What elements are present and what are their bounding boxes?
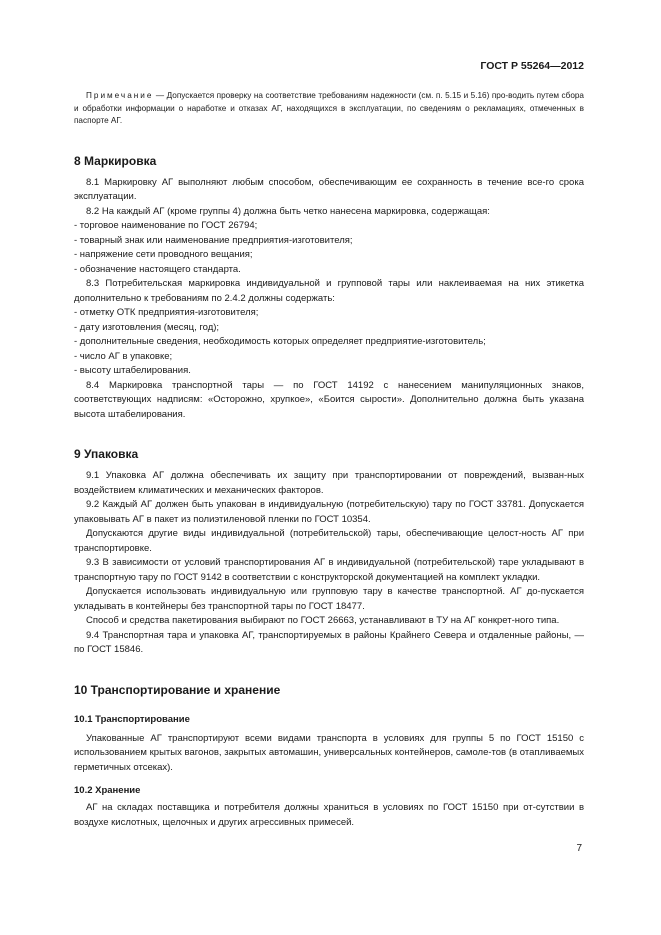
paragraph-8-3: 8.3 Потребительская маркировка индивидуальной и групповой тары или наклеиваемая на них этикетка дополнительно к требованиям по 2.4.2 должны содержать:	[74, 278, 584, 304]
list-item: - отметку ОТК предприятия-изготовителя;	[74, 307, 259, 318]
list-item: - число АГ в упаковке;	[74, 350, 173, 362]
marking-list	[74, 219, 584, 277]
list-item: - напряжение сети проводного вещания;	[74, 249, 253, 260]
paragraph-10-1: Упакованные АГ транспортируют всеми видами транспорта в условиях для группы 5 по ГОСТ 15150 с использованием крытых вагонов, закрытых автомашин, универсальных контейнеров, самоле-тов (в отапливаемых герметичных отсеках).	[74, 732, 584, 773]
paragraph-8-2: 8.2 На каждый АГ (кроме группы 4) должна быть четко нанесена маркировка, содержащая:	[86, 205, 490, 217]
paragraph-8-4: 8.4 Маркировка транспортной тары — по ГОСТ 14192 с нанесением манипуляционных знаков, соответствующих надписям: «Осторожно, хрупкое», «Боится сырости». Дополнительно должна быть указана высота штабелирования.	[74, 379, 584, 420]
page-number: 7	[576, 843, 582, 854]
subsection-10-1-heading: 10.1 Транспортирование	[74, 713, 190, 725]
note-text: — Допускается проверку на соответствие требованиям надежности (см. п. 5.15 и 5.16) про-водить путем сбора и обработки информации о наработке и отказах АГ, находящихся в эксплуатации, по сведениям о рекламациях, отмеченных в паспорте АГ.	[74, 91, 584, 125]
paragraph-8-1: 8.1 Маркировку АГ выполняют любым способом, обеспечивающим ее сохранность в течение все-го срока эксплуатации.	[74, 176, 584, 202]
page-content	[74, 90, 584, 830]
paragraph-9-2-b: Допускаются другие виды индивидуальной (потребительской) тары, обеспечивающие целост-ность АГ при транспортировке.	[74, 528, 584, 554]
paragraph-9-3-b: Допускается использовать индивидуальную или групповую тару в качестве транспортной. АГ до-пускается укладывать в контейнеры без транспортной тары по ГОСТ 18477.	[74, 586, 584, 612]
section-9-heading: 9 Упаковка	[74, 447, 139, 461]
paragraph-9-1: 9.1 Упаковка АГ должна обеспечивать их защиту при транспортировании от повреждений, вызван-ных воздействием климатических и механических факторов.	[74, 470, 584, 496]
list-item: - дополнительные сведения, необходимость которых определяет предприятие-изготовитель;	[74, 336, 486, 347]
section-10-heading: 10 Транспортирование и хранение	[74, 682, 281, 697]
list-item: - высоту штабелирования.	[74, 365, 191, 376]
paragraph-9-4: 9.4 Транспортная тара и упаковка АГ, транспортируемых в районы Крайнего Севера и отдаленные районы, — по ГОСТ 15846.	[74, 629, 584, 655]
list-item: - дату изготовления (месяц, год);	[74, 321, 220, 333]
list-item: - обозначение настоящего стандарта.	[74, 263, 241, 275]
list-item: - торговое наименование по ГОСТ 26794;	[74, 220, 258, 231]
paragraph-9-3-c: Способ и средства пакетирования выбирают по ГОСТ 26663, устанавливают в ТУ на АГ конкрет-ного типа.	[86, 615, 560, 626]
paragraph-10-2: АГ на складах поставщика и потребителя должны храниться в условиях по ГОСТ 15150 при от-сутствии в воздухе кислотных, щелочных и других агрессивных примесей.	[74, 802, 584, 828]
section-8-heading: 8 Маркировка	[74, 153, 157, 168]
subsection-10-2-heading: 10.2 Хранение	[74, 785, 141, 796]
consumer-marking-list	[74, 306, 584, 379]
note-label: Примечание	[86, 91, 154, 100]
list-item: - товарный знак или наименование предприятия-изготовителя;	[74, 234, 353, 246]
paragraph-9-2: 9.2 Каждый АГ должен быть упакован в индивидуальную (потребительскую) тару по ГОСТ 33781. Допускается упаковывать АГ в пакет из полиэтиленовой пленки по ГОСТ 10354.	[74, 499, 584, 525]
document-code: ГОСТ Р 55264—2012	[480, 60, 584, 72]
note-paragraph	[74, 90, 584, 128]
paragraph-9-3: 9.3 В зависимости от условий транспортирования АГ в индивидуальной (потребительской) таре укладывают в транспортную тару по ГОСТ 9142 в соответствии с конструкторской документацией на комплект укладки.	[74, 557, 584, 583]
